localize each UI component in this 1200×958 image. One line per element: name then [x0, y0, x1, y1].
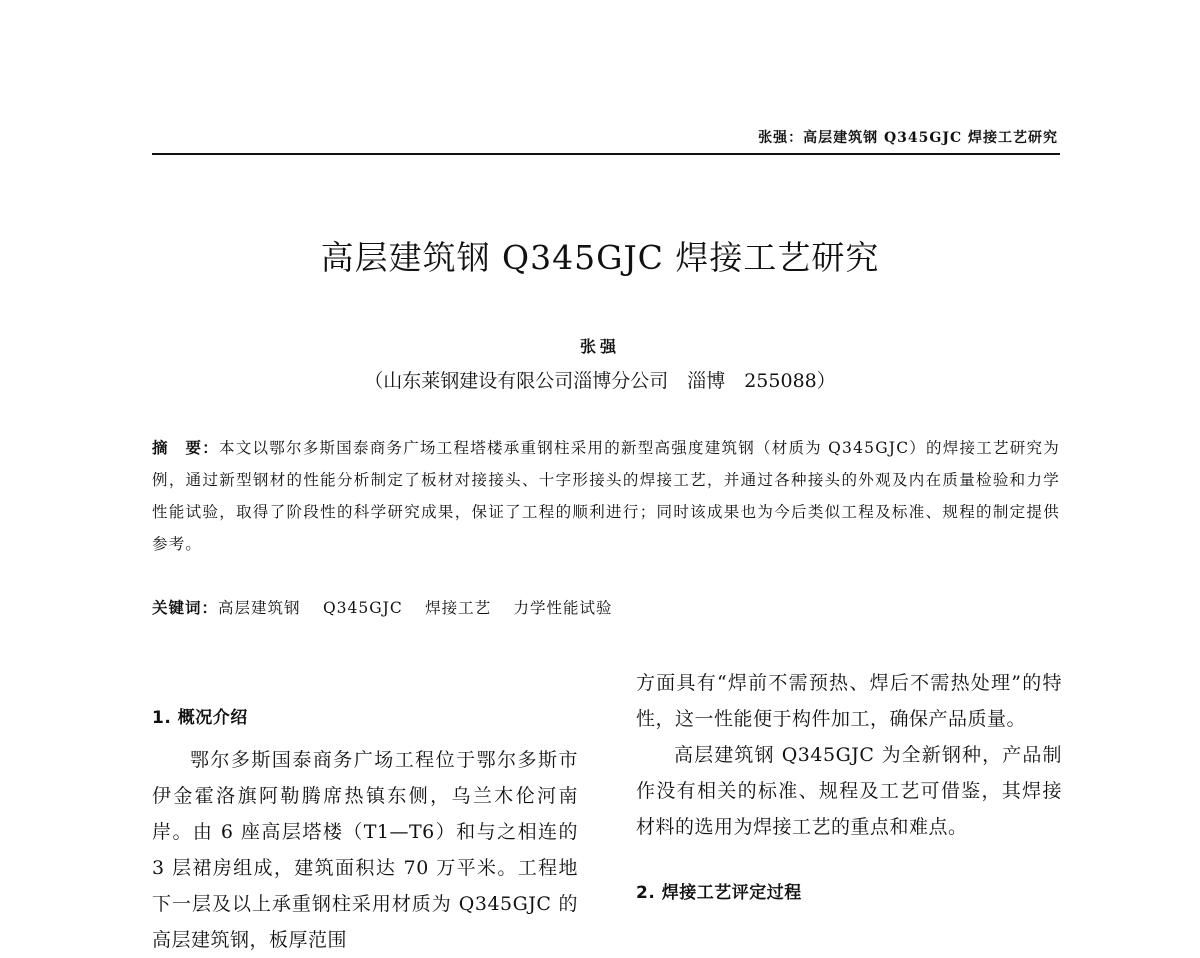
keywords — [152, 592, 1060, 624]
keywords-text: 高层建筑钢 Q345GJC 焊接工艺 力学性能试验 — [218, 599, 613, 617]
abstract-label: 摘 要： — [152, 439, 219, 457]
abstract-text: 本文以鄂尔多斯国泰商务广场工程塔楼承重钢柱采用的新型高强度建筑钢（材质为 Q345GJC）的焊接工艺研究为例，通过新型钢材的性能分析制定了板材对接接头、十字形接头的焊接工艺，并通过各种接头的外观及内在质量检验和力学性能试验，取得了阶段性的科学研究成果，保证了工程的顺利进行；同时该成果也为今后类似工程及标准、规程的制定提供参考。 — [152, 439, 1060, 553]
abstract — [152, 432, 1060, 560]
paper-title: 高层建筑钢 Q345GJC 焊接工艺研究 — [320, 238, 880, 277]
section-2-heading: 2. 焊接工艺评定过程 — [636, 883, 802, 903]
author-name: 张强 — [579, 337, 620, 356]
keywords-label: 关键词： — [152, 599, 219, 617]
section-1-paragraph: 鄂尔多斯国泰商务广场工程位于鄂尔多斯市伊金霍洛旗阿勒腾席热镇东侧，乌兰木伦河南岸。由 6 座高层塔楼（T1—T6）和与之相连的 3 层裙房组成，建筑面积达 70 万平米。工程地下一层及以上承重钢柱采用材质为 Q345GJC 的高层建筑钢，板厚范围 — [152, 749, 578, 951]
section-1-heading: 1. 概况介绍 — [152, 708, 248, 728]
author-affiliation: （山东莱钢建设有限公司淄博分公司 淄博 255088） — [364, 370, 836, 392]
right-column — [636, 665, 1062, 917]
header-rule — [152, 153, 1060, 155]
right-column-paragraph-1: 方面具有“焊前不需预热、焊后不需热处理”的特性，这一性能便于构件加工，确保产品质量。 — [636, 672, 1062, 730]
right-column-paragraph-2: 高层建筑钢 Q345GJC 为全新钢种，产品制作没有相关的标准、规程及工艺可借鉴，其焊接材料的选用为焊接工艺的重点和难点。 — [636, 744, 1062, 838]
left-column — [152, 700, 578, 958]
running-header: 张强：高层建筑钢 Q345GJC 焊接工艺研究 — [758, 130, 1058, 146]
